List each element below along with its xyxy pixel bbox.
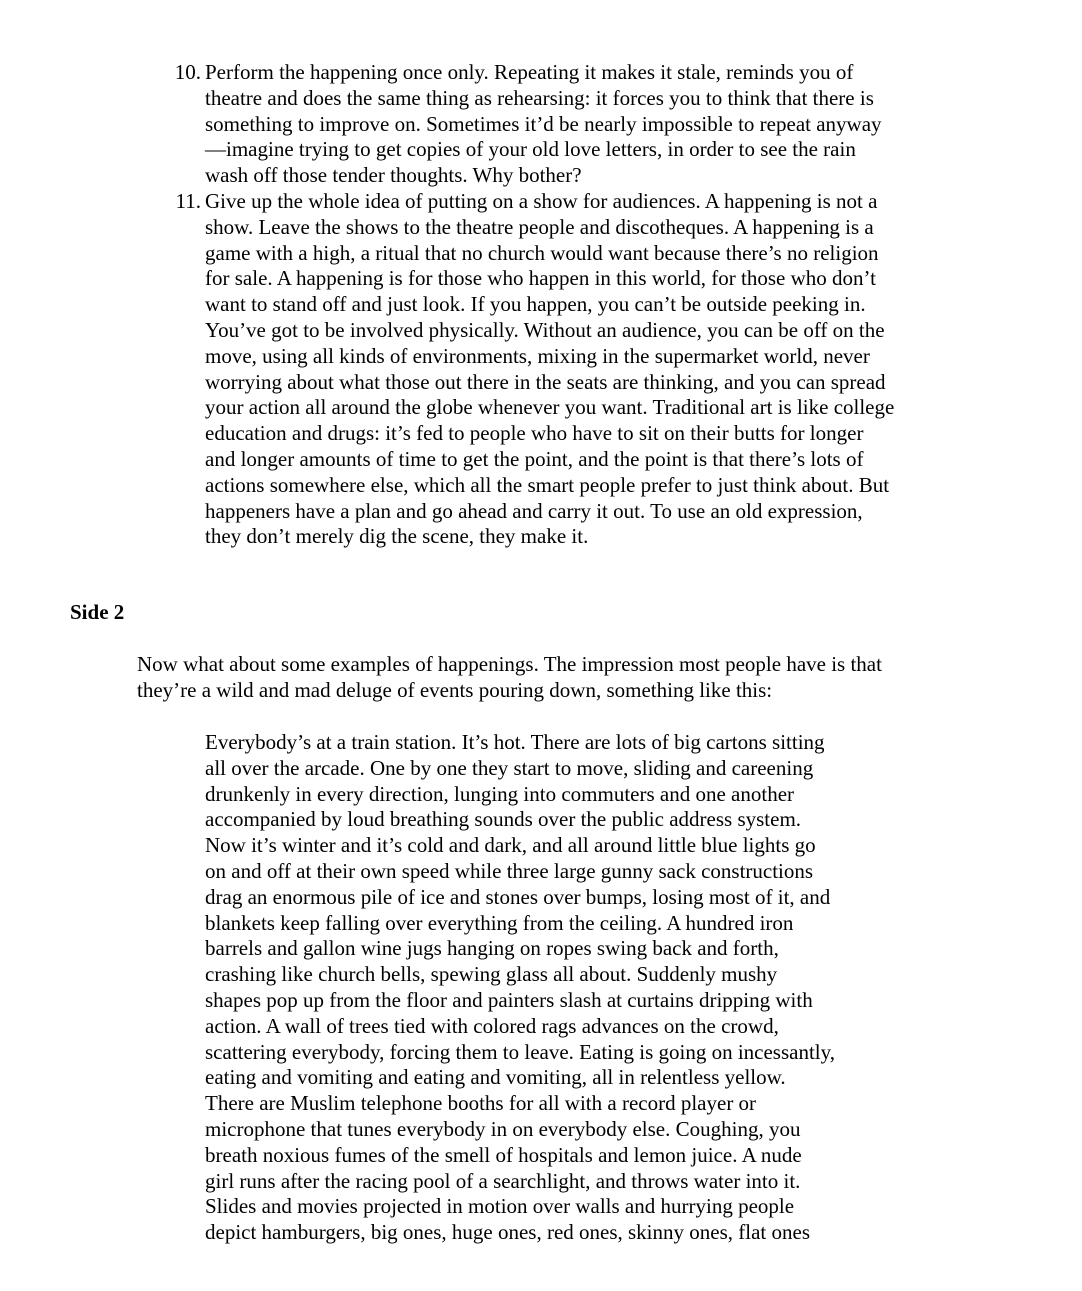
text-line: theatre and does the same thing as rehearsing: it forces you to think that there is <box>205 85 874 110</box>
text-line: You’ve got to be involved physically. Without an audience, you can be off on the <box>205 317 885 342</box>
text-line: Everybody’s at a train station. It’s hot. There are lots of big cartons sitting <box>205 730 825 754</box>
text-line: barrels and gallon wine jugs hanging on ropes swing back and forth, <box>205 936 779 961</box>
text-line: worrying about what those out there in the seats are thinking, and you can spread <box>205 369 886 394</box>
text-line: breath noxious fumes of the smell of hospitals and lemon juice. A nude <box>205 1142 802 1167</box>
text-line: Give up the whole idea of putting on a show for audiences. A happening is not a <box>205 189 878 213</box>
text-line: your action all around the globe whenever you want. Traditional art is like college <box>205 395 895 420</box>
text-line: drunkenly in every direction, lunging into commuters and one another <box>205 781 795 806</box>
list-number: 10. <box>174 60 201 84</box>
text-line: accompanied by loud breathing sounds over the public address system. <box>205 807 802 832</box>
text-line: Now it’s winter and it’s cold and dark, and all around little blue lights go <box>205 833 816 858</box>
list-number: 11. <box>175 189 201 213</box>
text-line: shapes pop up from the floor and painters slash at curtains dripping with <box>205 987 813 1012</box>
block-quote <box>205 730 835 1246</box>
text-line: they don’t merely dig the scene, they make it. <box>205 524 589 549</box>
text-line: all over the arcade. One by one they start to move, sliding and careening <box>205 755 814 780</box>
text-line: depict hamburgers, big ones, huge ones, red ones, skinny ones, flat ones <box>205 1220 810 1245</box>
text-line: girl runs after the racing pool of a searchlight, and throws water into it. <box>205 1168 801 1193</box>
text-line: education and drugs: it’s fed to people who have to sit on their butts for longer <box>205 421 864 446</box>
text-line: drag an enormous pile of ice and stones over bumps, losing most of it, and <box>205 884 831 909</box>
list-item-10 <box>174 60 882 189</box>
text-line: blankets keep falling over everything from the ceiling. A hundred iron <box>205 910 794 935</box>
text-line: Now what about some examples of happenings. The impression most people have is that <box>137 652 882 676</box>
text-line: show. Leave the shows to the theatre people and discotheques. A happening is a <box>205 214 874 239</box>
text-line: action. A wall of trees tied with colored rags advances on the crowd, <box>205 1013 779 1038</box>
text-line: There are Muslim telephone booths for all with a record player or <box>205 1091 757 1116</box>
text-line: scattering everybody, forcing them to leave. Eating is going on incessantly, <box>205 1039 836 1064</box>
text-line: move, using all kinds of environments, mixing in the supermarket world, never <box>205 343 870 368</box>
text-line: microphone that tunes everybody in on everybody else. Coughing, you <box>205 1116 801 1141</box>
text-line: something to improve on. Sometimes it’d be nearly impossible to repeat anyway <box>205 111 882 136</box>
text-line: and longer amounts of time to get the point, and the point is that there’s lots of <box>205 446 864 471</box>
text-line: on and off at their own speed while three large gunny sack constructions <box>205 858 814 883</box>
body-paragraph <box>137 652 882 704</box>
list-item-11 <box>175 189 895 550</box>
text-line: —imagine trying to get copies of your old love letters, in order to see the rain <box>205 137 856 162</box>
text-line: crashing like church bells, spewing glass all about. Suddenly mushy <box>205 962 778 987</box>
text-line: actions somewhere else, which all the smart people prefer to just think about. But <box>205 472 890 497</box>
text-line: eating and vomiting and eating and vomiting, all in relentless yellow. <box>205 1065 786 1090</box>
text-line: for sale. A happening is for those who happen in this world, for those who don’t <box>205 266 876 291</box>
text-line: Perform the happening once only. Repeating it makes it stale, reminds you of <box>205 60 854 84</box>
text-line: happeners have a plan and go ahead and carry it out. To use an old expression, <box>205 498 863 523</box>
text-line: game with a high, a ritual that no church would want because there’s no religion <box>205 240 879 265</box>
section-heading: Side 2 <box>70 600 125 624</box>
text-line: want to stand off and just look. If you happen, you can’t be outside peeking in. <box>205 292 866 317</box>
text-line: they’re a wild and mad deluge of events pouring down, something like this: <box>137 677 773 702</box>
text-line: wash off those tender thoughts. Why bother? <box>205 163 582 188</box>
text-line: Slides and movies projected in motion over walls and hurrying people <box>205 1194 795 1219</box>
